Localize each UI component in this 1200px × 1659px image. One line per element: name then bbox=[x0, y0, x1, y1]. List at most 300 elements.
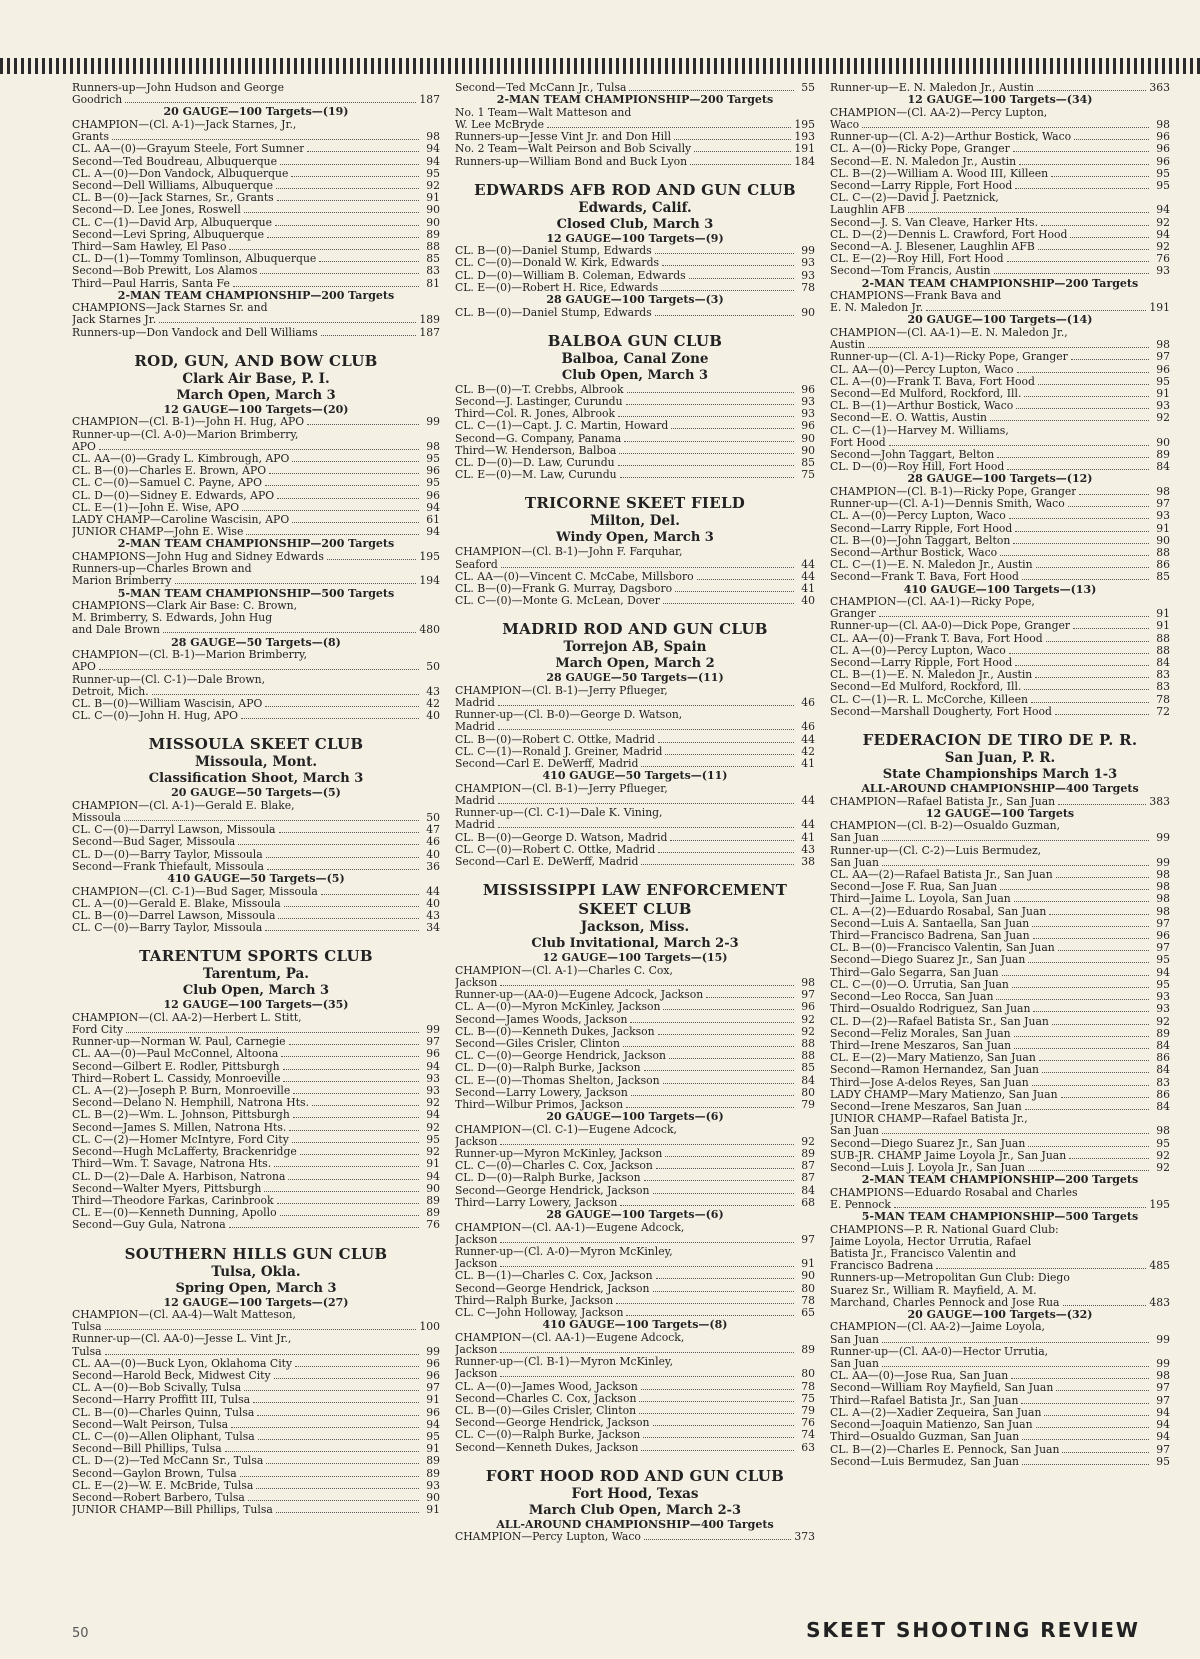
leader-dots bbox=[996, 999, 1149, 1000]
club-name: BALBOA GUN CLUB bbox=[547, 331, 723, 350]
leader-dots bbox=[257, 1415, 419, 1416]
result-line bbox=[72, 1073, 440, 1085]
leader-dots bbox=[1009, 518, 1149, 519]
result-line bbox=[455, 1172, 815, 1184]
score: 99 bbox=[801, 244, 815, 258]
result-text: Jackson bbox=[455, 1368, 498, 1381]
leader-dots bbox=[1015, 531, 1149, 532]
leader-dots bbox=[1056, 877, 1149, 878]
result-text: Second—Guy Gula, Natrona bbox=[72, 1219, 226, 1232]
score: 96 bbox=[801, 382, 815, 396]
leader-dots bbox=[238, 844, 419, 845]
leader-dots bbox=[231, 1427, 419, 1428]
result-line bbox=[455, 131, 815, 143]
result-line bbox=[455, 746, 815, 758]
result-text: Second—Diego Suarez Jr., San Juan bbox=[830, 1137, 1026, 1150]
result-text: Jackson bbox=[455, 1343, 498, 1356]
leader-dots bbox=[641, 766, 794, 767]
result-line bbox=[830, 1101, 1170, 1113]
result-text: CL. B—(0)—Giles Crisler, Clinton bbox=[455, 1404, 637, 1417]
leader-dots bbox=[690, 164, 791, 165]
event-subheading: 12 GAUGE—100 Targets—(27) bbox=[163, 1295, 349, 1309]
result-text: Jack Starnes Jr. bbox=[72, 314, 157, 327]
result-line bbox=[830, 620, 1170, 632]
magazine-footer-title: SKEET SHOOTING REVIEW bbox=[806, 1618, 1140, 1642]
result-text: Runners-up—Charles Brown and bbox=[72, 563, 252, 576]
result-line bbox=[830, 290, 1170, 302]
result-line bbox=[72, 1048, 440, 1060]
result-text: CHAMPION—(Cl. AA-1)—E. N. Maledon Jr., bbox=[830, 326, 1068, 339]
result-text: Francisco Badrena bbox=[830, 1260, 934, 1273]
result-line bbox=[830, 1272, 1170, 1284]
result-line bbox=[830, 979, 1170, 991]
result-line bbox=[72, 477, 440, 489]
result-line bbox=[830, 107, 1170, 119]
result-text: Third—Irene Meszaros, San Juan bbox=[830, 1039, 1012, 1052]
result-line bbox=[830, 881, 1170, 893]
leader-dots bbox=[274, 1166, 419, 1167]
result-text: CHAMPION—(Cl. C-1)—Bud Sager, Missoula bbox=[72, 885, 318, 898]
leader-dots bbox=[1036, 1427, 1149, 1428]
leader-dots bbox=[292, 1142, 419, 1143]
leader-dots bbox=[623, 1046, 794, 1047]
result-line bbox=[830, 1370, 1170, 1382]
score: 93 bbox=[1156, 1002, 1170, 1016]
leader-dots bbox=[265, 706, 419, 707]
score: 383 bbox=[1149, 794, 1170, 808]
leader-dots bbox=[1032, 926, 1149, 927]
result-text: CL. A—(0)—Myron McKinley, Jackson bbox=[455, 1001, 661, 1014]
event-subheading: 20 GAUGE—100 Targets—(6) bbox=[546, 1110, 724, 1124]
score: 88 bbox=[1156, 631, 1170, 645]
result-text: Second—Luis Bermudez, San Juan bbox=[830, 1455, 1019, 1468]
result-line bbox=[72, 119, 440, 131]
event-subheading: 12 GAUGE—100 Targets—(15) bbox=[542, 951, 728, 965]
result-text: Second—George Hendrick, Jackson bbox=[455, 1282, 650, 1295]
result-text: Second—Larry Ripple, Fort Hood bbox=[830, 179, 1013, 192]
leader-dots bbox=[644, 1180, 794, 1181]
result-line bbox=[72, 453, 440, 465]
result-text: CL. D—(0)—Ralph Burke, Jackson bbox=[455, 1062, 641, 1075]
result-text: Second—Robert Barbero, Tulsa bbox=[72, 1492, 245, 1505]
result-text: CL. D—(2)—Dennis L. Crawford, Fort Hood bbox=[830, 228, 1068, 241]
score: 94 bbox=[426, 1059, 440, 1073]
event-title: March Open, March 3 bbox=[176, 387, 336, 403]
result-line bbox=[830, 857, 1170, 869]
result-line bbox=[72, 1504, 440, 1516]
leader-dots bbox=[1068, 506, 1149, 507]
result-text: CL. C—(0)—Monte G. McLean, Dover bbox=[455, 595, 660, 608]
score: 97 bbox=[1156, 941, 1170, 955]
score: 89 bbox=[426, 1454, 440, 1468]
result-line bbox=[830, 425, 1170, 437]
result-text: Second—Dell Williams, Albuquerque bbox=[72, 179, 273, 192]
leader-dots bbox=[248, 1500, 419, 1501]
score: 78 bbox=[801, 1379, 815, 1393]
result-line bbox=[830, 180, 1170, 192]
result-text: CL. AA—(0)—Paul McConnel, Altoona bbox=[72, 1048, 279, 1061]
result-text: CL. AA—(0)—Vincent C. McCabe, Millsboro bbox=[455, 570, 694, 583]
leader-dots bbox=[321, 335, 417, 336]
event-title: Club Invitational, March 2-3 bbox=[531, 936, 739, 952]
score: 96 bbox=[426, 1405, 440, 1419]
result-text: Second—Larry Lowery, Jackson bbox=[455, 1086, 628, 1099]
result-line bbox=[72, 1012, 440, 1024]
result-text: CL. D—(0)—Roy Hill, Fort Hood bbox=[830, 461, 1005, 474]
result-text: Second—D. Lee Jones, Roswell bbox=[72, 204, 241, 217]
leader-dots bbox=[1024, 396, 1149, 397]
result-line bbox=[72, 1171, 440, 1183]
score: 91 bbox=[801, 1257, 815, 1271]
result-text: CL. A—(2)—Xadier Zequeira, San Juan bbox=[830, 1406, 1042, 1419]
score: 41 bbox=[801, 757, 815, 771]
result-line bbox=[72, 674, 440, 686]
score: 44 bbox=[426, 884, 440, 898]
leader-dots bbox=[281, 1056, 419, 1057]
leader-dots bbox=[674, 139, 791, 140]
result-text: Second—Luis J. Loyola Jr., San Juan bbox=[830, 1161, 1025, 1174]
score: 85 bbox=[426, 252, 440, 266]
result-line bbox=[72, 416, 440, 428]
result-text: CL. A—(0)—James Wood, Jackson bbox=[455, 1380, 638, 1393]
result-line bbox=[72, 800, 440, 812]
result-text: CL. C—(0)—John H. Hug, APO bbox=[72, 710, 238, 723]
score: 90 bbox=[426, 203, 440, 217]
score: 88 bbox=[426, 239, 440, 253]
leader-dots bbox=[225, 1451, 419, 1452]
leader-dots bbox=[1021, 1403, 1149, 1404]
score: 94 bbox=[426, 154, 440, 168]
result-line bbox=[830, 1077, 1170, 1089]
score: 95 bbox=[1156, 374, 1170, 388]
result-text: CHAMPIONS—Frank Bava and bbox=[830, 290, 1002, 303]
result-text: Second—George Hendrick, Jackson bbox=[455, 1417, 650, 1430]
result-text: CHAMPION—(Cl. B-1)—Jerry Pflueger, bbox=[455, 782, 668, 795]
score: 40 bbox=[426, 709, 440, 723]
score: 93 bbox=[426, 1084, 440, 1098]
club-location: San Juan, P. R. bbox=[944, 750, 1056, 767]
score: 40 bbox=[426, 847, 440, 861]
result-text: CL. A—(0)—Percy Lupton, Waco bbox=[830, 510, 1006, 523]
leader-dots bbox=[500, 1242, 794, 1243]
leader-dots bbox=[1044, 1415, 1149, 1416]
score: 43 bbox=[426, 684, 440, 698]
leader-dots bbox=[620, 477, 794, 478]
score: 79 bbox=[801, 1403, 815, 1417]
leader-dots bbox=[244, 1390, 419, 1391]
score: 91 bbox=[426, 1503, 440, 1517]
leader-dots bbox=[307, 151, 419, 152]
result-line bbox=[72, 661, 440, 673]
leader-dots bbox=[706, 997, 794, 998]
result-text: Second—Feliz Morales, San Juan bbox=[830, 1027, 1011, 1040]
score: 99 bbox=[426, 1023, 440, 1037]
result-text: Second—Joaquin Matienzo, San Juan bbox=[830, 1419, 1033, 1432]
result-line bbox=[72, 1195, 440, 1207]
result-text: Runner-up—(Cl. AA-0)—Hector Urrutia, bbox=[830, 1345, 1049, 1358]
result-line bbox=[830, 820, 1170, 832]
leader-dots bbox=[641, 864, 794, 865]
result-line bbox=[455, 1356, 815, 1368]
result-text: Grants bbox=[72, 131, 110, 144]
score: 93 bbox=[1156, 990, 1170, 1004]
leader-dots bbox=[1032, 1085, 1149, 1086]
leader-dots bbox=[1061, 1097, 1149, 1098]
leader-dots bbox=[618, 465, 794, 466]
result-line bbox=[72, 241, 440, 253]
leader-dots bbox=[990, 420, 1149, 421]
result-line bbox=[830, 681, 1170, 693]
result-line bbox=[72, 465, 440, 477]
leader-dots bbox=[669, 1058, 794, 1059]
leader-dots bbox=[1058, 950, 1149, 951]
leader-dots bbox=[661, 290, 794, 291]
result-line bbox=[72, 1419, 440, 1431]
score: 96 bbox=[426, 488, 440, 502]
result-text: CL. AA—(0)—Buck Lyon, Oklahoma City bbox=[72, 1357, 293, 1370]
leader-dots bbox=[500, 1266, 794, 1267]
result-line bbox=[830, 327, 1170, 339]
leader-dots bbox=[291, 176, 419, 177]
result-text: Second—George Hendrick, Jackson bbox=[455, 1184, 650, 1197]
result-text: Runner-up—(Cl. AA-0)—Jesse L. Vint Jr., bbox=[72, 1333, 292, 1346]
result-line bbox=[72, 1321, 440, 1333]
leader-dots bbox=[618, 416, 794, 417]
leader-dots bbox=[105, 1329, 417, 1330]
result-text: LADY CHAMP—Mary Matienzo, San Juan bbox=[830, 1088, 1058, 1101]
result-line bbox=[830, 669, 1170, 681]
result-text: E. Pennock bbox=[830, 1198, 891, 1211]
score: 94 bbox=[1156, 1430, 1170, 1444]
event-subheading: 410 GAUGE—50 Targets—(11) bbox=[542, 769, 728, 783]
result-text: CL. C—(0)—Robert C. Ottke, Madrid bbox=[455, 843, 656, 856]
result-text: Runner-up—(Cl. AA-0)—Dick Pope, Granger bbox=[830, 620, 1071, 633]
result-line bbox=[72, 1309, 440, 1321]
score: 94 bbox=[426, 1417, 440, 1431]
leader-dots bbox=[1016, 408, 1149, 409]
result-line bbox=[72, 180, 440, 192]
result-line bbox=[72, 612, 440, 624]
leader-dots bbox=[105, 1354, 419, 1355]
result-text: CL. B—(0)—Charles Quinn, Tulsa bbox=[72, 1406, 255, 1419]
event-subheading: ALL-AROUND CHAMPIONSHIP—400 Targets bbox=[496, 1517, 774, 1531]
score: 44 bbox=[801, 569, 815, 583]
leader-dots bbox=[1014, 901, 1149, 902]
leader-dots bbox=[626, 404, 794, 405]
leader-dots bbox=[124, 820, 419, 821]
result-line bbox=[72, 278, 440, 290]
score: 40 bbox=[426, 896, 440, 910]
result-text: CL. C—(0)—Allen Oliphant, Tulsa bbox=[72, 1431, 255, 1444]
score: 96 bbox=[426, 464, 440, 478]
result-text: CHAMPION—(Cl. B-1)—John F. Farquhar, bbox=[455, 546, 683, 559]
score: 92 bbox=[426, 1120, 440, 1134]
score: 34 bbox=[426, 921, 440, 935]
score: 90 bbox=[801, 431, 815, 445]
leader-dots bbox=[1014, 1036, 1149, 1037]
result-text: Runner-up—(Cl. A-2)—Arthur Bostick, Waco bbox=[830, 131, 1072, 144]
leader-dots bbox=[1036, 567, 1149, 568]
result-line bbox=[72, 156, 440, 168]
score: 89 bbox=[426, 1466, 440, 1480]
leader-dots bbox=[653, 1425, 795, 1426]
result-text: Jaime Loyola, Hector Urrutia, Rafael bbox=[830, 1235, 1032, 1248]
result-line bbox=[830, 498, 1170, 510]
result-text: Second—Leo Rocca, San Juan bbox=[830, 991, 994, 1004]
result-line bbox=[830, 217, 1170, 229]
score: 93 bbox=[1156, 264, 1170, 278]
leader-dots bbox=[908, 212, 1149, 213]
leader-dots bbox=[1007, 469, 1149, 470]
score: 76 bbox=[1156, 252, 1170, 266]
result-text: CL. A—(0)—Ricky Pope, Granger bbox=[830, 143, 1010, 156]
score: 80 bbox=[801, 1281, 815, 1295]
result-text: Second—Harold Beck, Midwest City bbox=[72, 1370, 271, 1383]
result-text: CL. C—(0)—Darryl Lawson, Missoula bbox=[72, 824, 276, 837]
result-line bbox=[455, 156, 815, 168]
score: 99 bbox=[426, 1344, 440, 1358]
score: 84 bbox=[1156, 460, 1170, 474]
score: 89 bbox=[426, 1206, 440, 1220]
leader-dots bbox=[626, 1315, 794, 1316]
result-text: CL. B—(0)—T. Crebbs, Albrook bbox=[455, 383, 624, 396]
result-text: CL. AA—(0)—Jose Rua, San Juan bbox=[830, 1370, 1009, 1383]
score: 90 bbox=[1156, 533, 1170, 547]
event-subheading: 20 GAUGE—100 Targets—(32) bbox=[907, 1307, 1093, 1321]
result-line bbox=[455, 1124, 815, 1136]
result-text: Madrid bbox=[455, 697, 495, 710]
result-text: Madrid bbox=[455, 795, 495, 807]
result-text: Suarez Sr., William R. Mayfield, A. M. bbox=[830, 1284, 1037, 1297]
result-line bbox=[72, 563, 440, 575]
result-text: CL. A—(0)—Percy Lupton, Waco bbox=[830, 644, 1006, 657]
result-line bbox=[72, 82, 440, 94]
leader-dots bbox=[327, 559, 417, 560]
result-text: CL. B—(0)—Francisco Valentin, San Juan bbox=[830, 942, 1055, 955]
result-line bbox=[72, 502, 440, 514]
result-text: CL. C—(0)—Donald W. Kirk, Edwards bbox=[455, 257, 660, 270]
leader-dots bbox=[889, 445, 1149, 446]
result-line bbox=[455, 1295, 815, 1307]
score: 92 bbox=[1156, 215, 1170, 229]
result-text: CHAMPION—(Cl. AA-2)—Jaime Loyola, bbox=[830, 1321, 1045, 1334]
leader-dots bbox=[882, 1366, 1149, 1367]
score: 84 bbox=[801, 1183, 815, 1197]
result-text: CL. C—(0)—Barry Taylor, Missoula bbox=[72, 922, 263, 935]
result-text: Second—Levi Spring, Albuquerque bbox=[72, 228, 264, 241]
leader-dots bbox=[1009, 653, 1149, 654]
score: 46 bbox=[801, 720, 815, 734]
leader-dots bbox=[240, 1476, 419, 1477]
leader-dots bbox=[641, 1450, 794, 1451]
score: 44 bbox=[801, 818, 815, 832]
event-subheading: 28 GAUGE—50 Targets—(8) bbox=[171, 635, 341, 649]
result-text: CHAMPION—Percy Lupton, Waco bbox=[455, 1531, 641, 1544]
result-text: CL. AA—(2)—Rafael Batista Jr., San Juan bbox=[830, 869, 1053, 882]
score: 95 bbox=[1156, 953, 1170, 967]
score: 94 bbox=[1156, 203, 1170, 217]
result-text: CL. E—(2)—Mary Matienzo, San Juan bbox=[830, 1052, 1036, 1065]
result-line bbox=[830, 1236, 1170, 1248]
score: 47 bbox=[426, 823, 440, 837]
score: 40 bbox=[801, 594, 815, 608]
score: 78 bbox=[801, 280, 815, 294]
result-line bbox=[830, 535, 1170, 547]
result-line bbox=[830, 510, 1170, 522]
result-text: CL. B—(1)—Charles C. Cox, Jackson bbox=[455, 1270, 653, 1283]
result-text: Second—Larry Ripple, Fort Hood bbox=[830, 522, 1013, 535]
result-text: Jackson bbox=[455, 1135, 498, 1148]
score: 90 bbox=[426, 215, 440, 229]
result-text: Second—G. Company, Panama bbox=[455, 432, 622, 445]
result-text: Granger bbox=[830, 608, 876, 621]
score: 50 bbox=[426, 660, 440, 674]
result-text: CHAMPION—(Cl. B-1)—Jerry Pflueger, bbox=[455, 684, 668, 697]
score: 83 bbox=[1156, 668, 1170, 682]
score: 85 bbox=[1156, 570, 1170, 584]
result-line bbox=[830, 1040, 1170, 1052]
result-text: CHAMPION—(Cl. AA-1)—Eugene Adcock, bbox=[455, 1221, 685, 1234]
result-line bbox=[72, 514, 440, 526]
leader-dots bbox=[266, 1463, 419, 1464]
leader-dots bbox=[1024, 689, 1149, 690]
result-line bbox=[72, 204, 440, 216]
result-line bbox=[72, 910, 440, 922]
result-text: CL. B—(0)—George D. Watson, Madrid bbox=[455, 831, 668, 844]
score: 91 bbox=[426, 1393, 440, 1407]
result-line bbox=[830, 571, 1170, 583]
result-text: CL. C—(1)—Harvey M. Williams, bbox=[830, 424, 1009, 437]
result-text: CL. E—(0)—Kenneth Dunning, Apollo bbox=[72, 1207, 277, 1220]
score: 84 bbox=[1156, 1038, 1170, 1052]
result-text: Second—Tom Francis, Austin bbox=[830, 265, 991, 278]
result-line bbox=[830, 1187, 1170, 1199]
result-text: Third—W. Henderson, Balboa bbox=[455, 444, 617, 457]
result-text: E. N. Maledon Jr. bbox=[830, 302, 924, 315]
result-text: CL. C—(1)—E. N. Maledon Jr., Austin bbox=[830, 559, 1033, 572]
result-line bbox=[830, 523, 1170, 535]
score: 95 bbox=[426, 166, 440, 180]
leader-dots bbox=[1038, 384, 1149, 385]
score: 184 bbox=[794, 154, 815, 168]
result-line bbox=[830, 1064, 1170, 1076]
result-line bbox=[455, 107, 815, 119]
result-text: SUB-JR. CHAMP Jaime Loyola Jr., San Juan bbox=[830, 1149, 1067, 1162]
result-text: Runner-up—(Cl. A-1)—Dennis Smith, Waco bbox=[830, 498, 1065, 511]
score: 96 bbox=[1156, 142, 1170, 156]
score: 92 bbox=[426, 1145, 440, 1159]
score: 97 bbox=[801, 1232, 815, 1246]
score: 94 bbox=[426, 1169, 440, 1183]
result-line bbox=[830, 143, 1170, 155]
result-line bbox=[455, 1234, 815, 1246]
leader-dots bbox=[694, 151, 791, 152]
leader-dots bbox=[498, 827, 794, 828]
result-text: Third—Galo Segarra, San Juan bbox=[830, 966, 999, 979]
leader-dots bbox=[653, 1193, 795, 1194]
leader-dots bbox=[1038, 249, 1149, 250]
result-text: Batista Jr., Francisco Valentin and bbox=[830, 1247, 1017, 1260]
result-line bbox=[72, 1024, 440, 1036]
score: 98 bbox=[1156, 117, 1170, 131]
score: 91 bbox=[1156, 619, 1170, 633]
result-line bbox=[830, 547, 1170, 559]
result-line bbox=[830, 1334, 1170, 1346]
result-line bbox=[72, 1370, 440, 1382]
score: 84 bbox=[801, 1073, 815, 1087]
leader-dots bbox=[1079, 494, 1149, 495]
score: 94 bbox=[426, 1108, 440, 1122]
